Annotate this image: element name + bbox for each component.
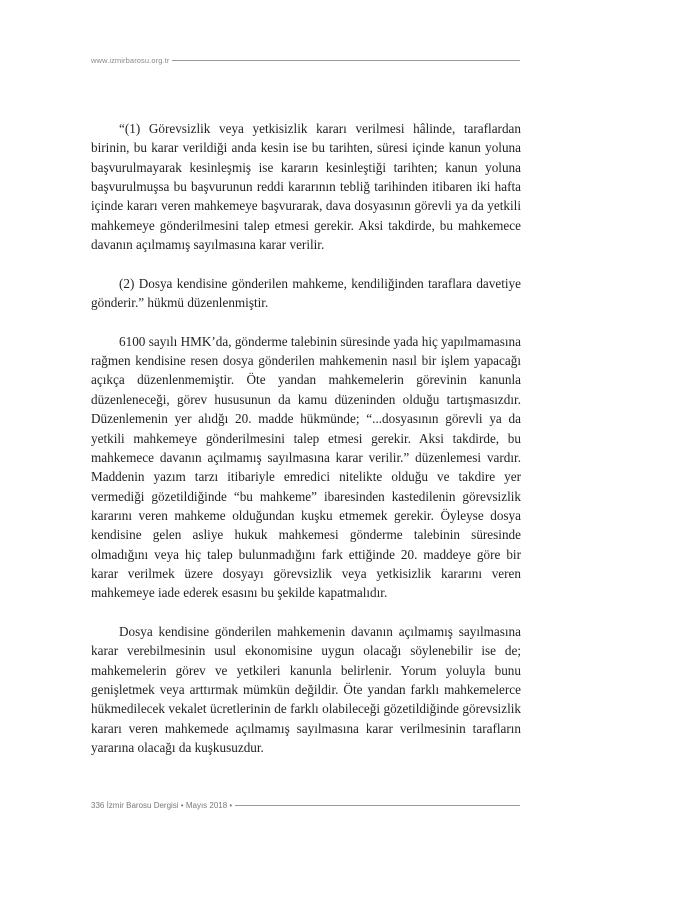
paragraph: 6100 sayılı HMK’da, gönderme talebinin süresinde yada hiç yapılmamasına rağmen kendisine resen dosya gönderilen mahkemenin nasıl bir işlem yapacağı açıkça düzenlenmemiştir. Öte yandan mahkemelerin görevinin kanunla düzenleneceği, görev hususunun da kamu düzeninden olduğu tartışmasızdır. Düzenlemenin yer alıdğı 20. madde hükmünde; “...dosyasının görevli ya da yetkili mahkemeye gönderilmesini talep etmesi gerekir. Aksi takdirde, bu mahkemece davanın açılmamış sayılmasına karar verilir.” düzenlemesi vardır. Maddenin yazım tarzı itibariyle emredici nitelikte olduğu ve takdire yer vermediği gözetildiğinde “bu mahkeme” ibaresinden kastedilenin görevsizlik kararını veren mahkeme olduğundan kuşku etmemek gerekir. Öyleyse dosya kendisine gelen asliye hukuk mahkemesi gönderme talebinin süresinde olmadığını veya hiç talep bulunmadığını fark ettiğinde 20. maddeye göre bir karar verilmek üzere dosyayı görevsizlik veya yetkisizlik kararını veren mahkemeye iade ederek esasını bu şekilde kapatmalıdır. — [91, 333, 521, 601]
body-text — [91, 119, 521, 757]
paragraph: Dosya kendisine gönderilen mahkemenin davanın açılmamış sayılmasına karar verebilmesinin usul ekonomisine uygun olacağı söylenebilir ise de; mahkemelerin görev ve yetkileri kanunla belirlenir. Yorum yoluyla bunu genişletmek veya arttırmak mümkün değildir. Öte yandan farklı mahkemelerce hükmedilecek vekalet ücretlerinin de farklı olabileceği gözetildiğinde görevsizlik kararı veren mahkemede açılmamış sayılmasına karar verilmesinin tarafların yararına olacağı da kuşkusuzdur. — [91, 623, 521, 755]
page-footer — [91, 799, 520, 811]
footer-text: 336 İzmir Barosu Dergisi • Mayıs 2018 • — [91, 800, 233, 810]
paragraph: (2) Dosya kendisine gönderilen mahkeme, kendiliğinden taraflara davetiye gönderir.” hükmü düzenlenmiştir. — [91, 275, 521, 311]
footer-rule — [235, 805, 520, 806]
page-header — [91, 54, 520, 66]
header-rule — [172, 60, 520, 61]
paragraph: “(1) Görevsizlik veya yetkisizlik kararı verilmesi hâlinde, taraflardan birinin, bu karar verildiği anda kesin ise bu tarihten, süresi içinde kanun yoluna başvurulmayarak kesinleşmiş ise kararın kesinleştiği tarihten; kanun yoluna başvurulmuşsa bu başvurunun reddi kararının tebliğ tarihinden itibaren iki hafta içinde kararı veren mahkemeye başvurarak, dava dosyasının görevli ya da yetkili mahkemeye gönderilmesini talep etmesi gerekir. Aksi takdirde, bu mahkemece davanın açılmamış sayılmasına karar verilir. — [91, 121, 521, 253]
header-url: www.izmirbarosu.org.tr — [91, 55, 170, 65]
